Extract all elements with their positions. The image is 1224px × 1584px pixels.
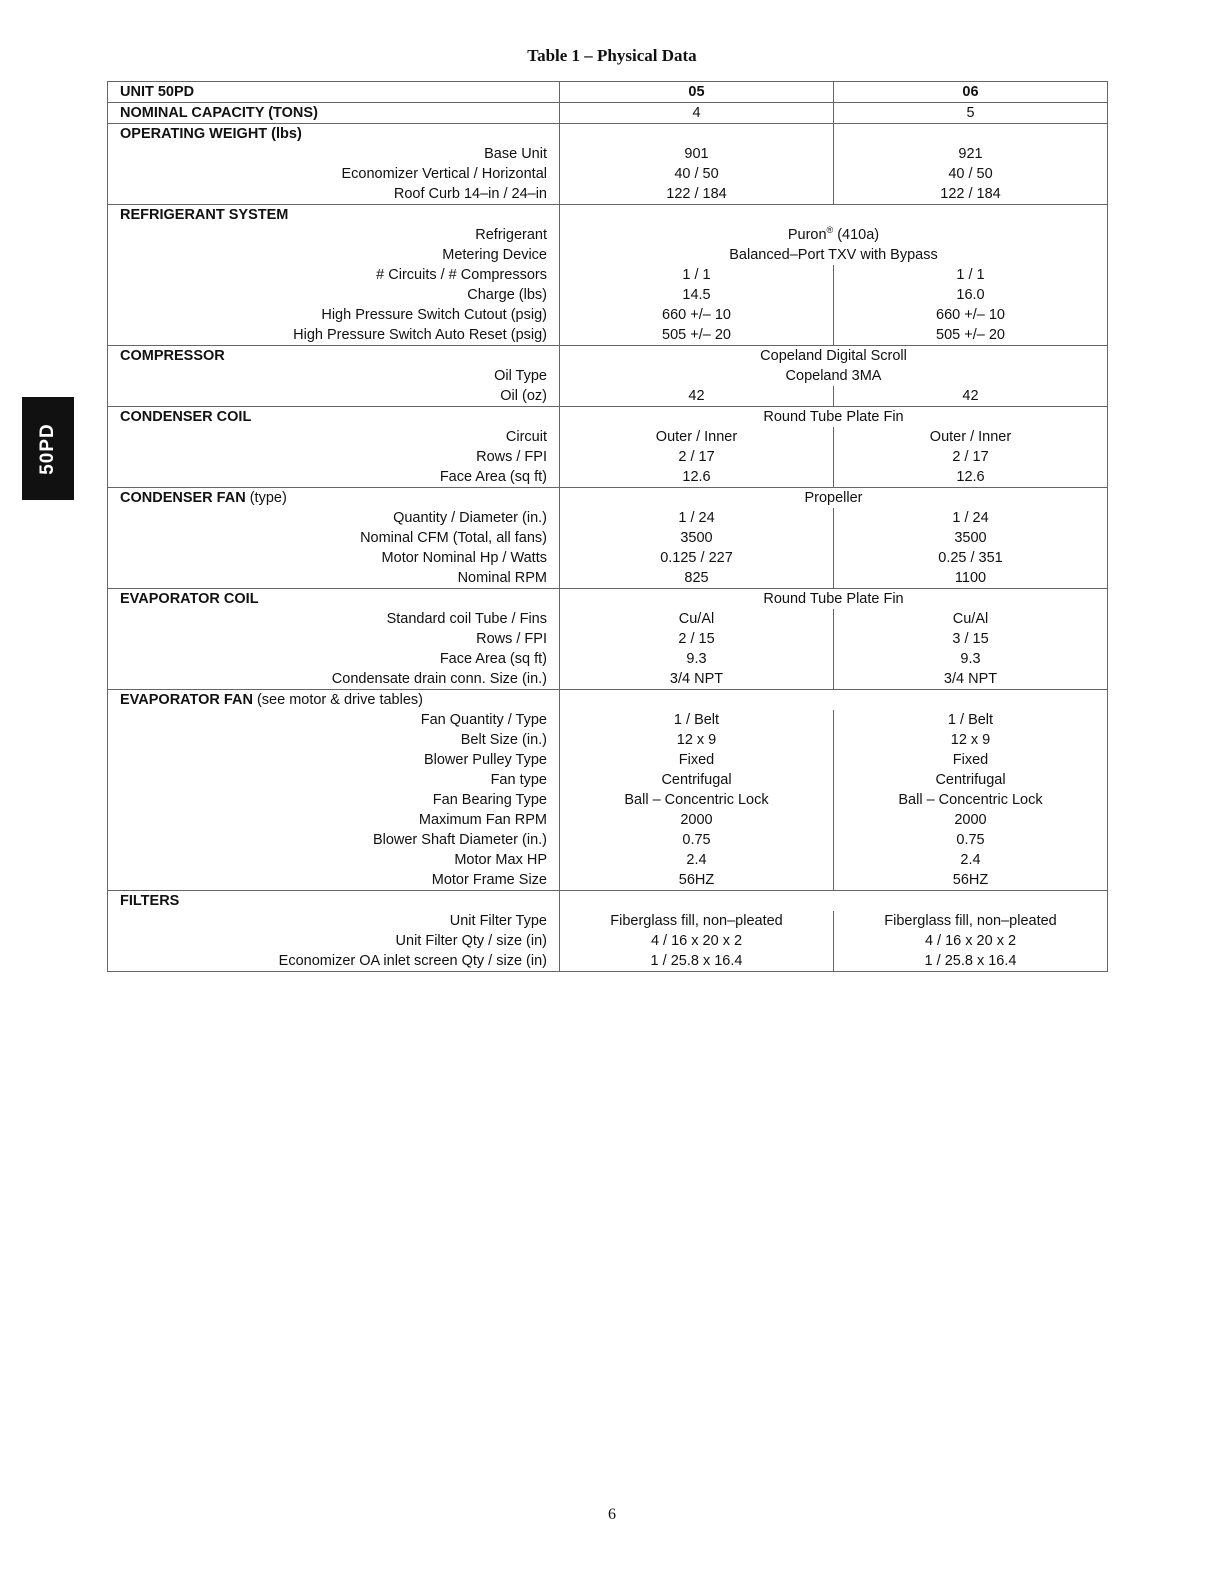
table-row <box>108 810 1108 830</box>
registered-mark: ® <box>826 225 834 236</box>
row-label: Unit Filter Qty / size (in) <box>108 931 560 951</box>
refrigerant-value: Puron® (410a) <box>560 225 1108 245</box>
row-value: 1 / 25.8 x 16.4 <box>834 951 1108 972</box>
table-row <box>108 508 1108 528</box>
page-number: 6 <box>608 1506 616 1523</box>
row-value: 1 / 24 <box>560 508 834 528</box>
row-label: Face Area (sq ft) <box>108 649 560 669</box>
table-row <box>108 710 1108 730</box>
row-label: Economizer Vertical / Horizontal <box>108 164 560 184</box>
table-row <box>108 164 1108 184</box>
row-label: Fan Bearing Type <box>108 790 560 810</box>
row-value: 3500 <box>560 528 834 548</box>
row-label: Standard coil Tube / Fins <box>108 609 560 629</box>
row-value: 40 / 50 <box>560 164 834 184</box>
row-label: Refrigerant <box>108 225 560 245</box>
physical-data-table <box>107 81 1108 972</box>
row-value: Fixed <box>560 750 834 770</box>
row-value: 3 / 15 <box>834 629 1108 649</box>
side-tab-label: 50PD <box>37 422 58 475</box>
row-value: Centrifugal <box>834 770 1108 790</box>
row-value: 12.6 <box>834 467 1108 488</box>
section-heading-row <box>108 346 1108 367</box>
table-row <box>108 366 1108 386</box>
row-value: Centrifugal <box>560 770 834 790</box>
oil-type-value: Copeland 3MA <box>560 366 1108 386</box>
table-row <box>108 184 1108 205</box>
row-value: Cu/Al <box>834 609 1108 629</box>
table-row <box>108 951 1108 972</box>
row-label: High Pressure Switch Auto Reset (psig) <box>108 325 560 346</box>
evaporator-coil-value: Round Tube Plate Fin <box>560 589 1108 610</box>
row-label: Fan type <box>108 770 560 790</box>
row-label: Charge (lbs) <box>108 285 560 305</box>
row-label: Condensate drain conn. Size (in.) <box>108 669 560 690</box>
table-title: Table 1 – Physical Data <box>527 46 697 65</box>
row-label: Base Unit <box>108 144 560 164</box>
row-value: 2.4 <box>560 850 834 870</box>
row-value: Ball – Concentric Lock <box>834 790 1108 810</box>
row-value: 1 / 1 <box>560 265 834 285</box>
row-label: Belt Size (in.) <box>108 730 560 750</box>
row-value: 12 x 9 <box>834 730 1108 750</box>
table-row <box>108 911 1108 931</box>
metering-value: Balanced–Port TXV with Bypass <box>560 245 1108 265</box>
row-value: Fiberglass fill, non–pleated <box>560 911 834 931</box>
row-label: Face Area (sq ft) <box>108 467 560 488</box>
row-value: 2 / 17 <box>560 447 834 467</box>
table-header-row <box>108 82 1108 103</box>
row-label: High Pressure Switch Cutout (psig) <box>108 305 560 325</box>
row-label: Metering Device <box>108 245 560 265</box>
table-row <box>108 790 1108 810</box>
table-row <box>108 265 1108 285</box>
row-value: Ball – Concentric Lock <box>560 790 834 810</box>
row-value: 1100 <box>834 568 1108 589</box>
table-row <box>108 669 1108 690</box>
table-row <box>108 770 1108 790</box>
row-value: 0.25 / 351 <box>834 548 1108 568</box>
table-row <box>108 386 1108 407</box>
header-col-06: 06 <box>834 82 1108 103</box>
row-label: Nominal RPM <box>108 568 560 589</box>
row-value: 505 +/– 20 <box>560 325 834 346</box>
condenser-fan-value: Propeller <box>560 488 1108 509</box>
side-tab <box>22 397 74 500</box>
row-value: 660 +/– 10 <box>834 305 1108 325</box>
table-row <box>108 830 1108 850</box>
table-row <box>108 285 1108 305</box>
section-heading-row <box>108 891 1108 912</box>
row-label: Motor Max HP <box>108 850 560 870</box>
table-row <box>108 568 1108 589</box>
refrigerant-heading: REFRIGERANT SYSTEM <box>108 205 560 226</box>
table-row <box>108 427 1108 447</box>
table-row <box>108 931 1108 951</box>
row-label: Fan Quantity / Type <box>108 710 560 730</box>
row-value: 921 <box>834 144 1108 164</box>
table-row <box>108 609 1108 629</box>
row-label: Blower Pulley Type <box>108 750 560 770</box>
row-value: 14.5 <box>560 285 834 305</box>
row-value: 2 / 15 <box>560 629 834 649</box>
row-value: 40 / 50 <box>834 164 1108 184</box>
row-value: Fixed <box>834 750 1108 770</box>
row-label: Roof Curb 14–in / 24–in <box>108 184 560 205</box>
row-label: Nominal CFM (Total, all fans) <box>108 528 560 548</box>
row-value: 825 <box>560 568 834 589</box>
filters-heading: FILTERS <box>108 891 560 912</box>
row-value: 4 / 16 x 20 x 2 <box>834 931 1108 951</box>
row-label: Oil (oz) <box>108 386 560 407</box>
row-value: Cu/Al <box>560 609 834 629</box>
condenser-fan-heading: CONDENSER FAN (type) <box>108 488 560 509</box>
condenser-coil-value: Round Tube Plate Fin <box>560 407 1108 428</box>
evaporator-coil-heading: EVAPORATOR COIL <box>108 589 560 610</box>
row-value: 122 / 184 <box>560 184 834 205</box>
row-value: 901 <box>560 144 834 164</box>
table-row <box>108 730 1108 750</box>
row-value: 3/4 NPT <box>560 669 834 690</box>
row-value: 4 / 16 x 20 x 2 <box>560 931 834 951</box>
compressor-heading: COMPRESSOR <box>108 346 560 367</box>
header-col-05: 05 <box>560 82 834 103</box>
capacity-label: NOMINAL CAPACITY (TONS) <box>108 103 560 124</box>
row-value: 0.125 / 227 <box>560 548 834 568</box>
row-value: 1 / 25.8 x 16.4 <box>560 951 834 972</box>
condenser-coil-heading: CONDENSER COIL <box>108 407 560 428</box>
row-label: # Circuits / # Compressors <box>108 265 560 285</box>
row-label: Maximum Fan RPM <box>108 810 560 830</box>
capacity-col1: 4 <box>560 103 834 124</box>
row-value: 1 / Belt <box>834 710 1108 730</box>
table-row <box>108 750 1108 770</box>
row-label: Unit Filter Type <box>108 911 560 931</box>
row-label: Oil Type <box>108 366 560 386</box>
evaporator-fan-heading: EVAPORATOR FAN (see motor & drive tables) <box>108 690 560 711</box>
table-row <box>108 467 1108 488</box>
row-label: Rows / FPI <box>108 447 560 467</box>
table-row <box>108 225 1108 245</box>
row-value: 505 +/– 20 <box>834 325 1108 346</box>
row-label: Rows / FPI <box>108 629 560 649</box>
row-value: 42 <box>560 386 834 407</box>
compressor-value: Copeland Digital Scroll <box>560 346 1108 367</box>
table-row <box>108 447 1108 467</box>
row-value: 1 / 24 <box>834 508 1108 528</box>
row-value: 42 <box>834 386 1108 407</box>
table-row <box>108 144 1108 164</box>
row-label: Economizer OA inlet screen Qty / size (in) <box>108 951 560 972</box>
section-heading-row <box>108 589 1108 610</box>
row-label: Motor Nominal Hp / Watts <box>108 548 560 568</box>
row-value: 9.3 <box>834 649 1108 669</box>
row-value: 122 / 184 <box>834 184 1108 205</box>
row-value: 2.4 <box>834 850 1108 870</box>
row-value: 16.0 <box>834 285 1108 305</box>
table-row <box>108 548 1108 568</box>
table-row <box>108 528 1108 548</box>
row-label: Quantity / Diameter (in.) <box>108 508 560 528</box>
row-value: 1 / Belt <box>560 710 834 730</box>
table-row <box>108 103 1108 124</box>
row-value: 3/4 NPT <box>834 669 1108 690</box>
row-value: 0.75 <box>560 830 834 850</box>
table-row <box>108 245 1108 265</box>
table-row <box>108 629 1108 649</box>
section-heading-row <box>108 407 1108 428</box>
row-value: Outer / Inner <box>834 427 1108 447</box>
row-value: 56HZ <box>560 870 834 891</box>
table-row <box>108 870 1108 891</box>
row-value: 2000 <box>834 810 1108 830</box>
table-row <box>108 850 1108 870</box>
row-value: 12 x 9 <box>560 730 834 750</box>
section-heading-row <box>108 124 1108 145</box>
row-value: Fiberglass fill, non–pleated <box>834 911 1108 931</box>
row-value: 660 +/– 10 <box>560 305 834 325</box>
row-value: 12.6 <box>560 467 834 488</box>
header-label: UNIT 50PD <box>108 82 560 103</box>
row-value: 56HZ <box>834 870 1108 891</box>
table-row <box>108 305 1108 325</box>
row-label: Blower Shaft Diameter (in.) <box>108 830 560 850</box>
section-heading-row <box>108 488 1108 509</box>
row-value: 9.3 <box>560 649 834 669</box>
table-row <box>108 649 1108 669</box>
table-row <box>108 325 1108 346</box>
row-value: 1 / 1 <box>834 265 1108 285</box>
row-label: Motor Frame Size <box>108 870 560 891</box>
row-label: Circuit <box>108 427 560 447</box>
row-value: 0.75 <box>834 830 1108 850</box>
operating-weight-heading: OPERATING WEIGHT (lbs) <box>108 124 560 145</box>
row-value: Outer / Inner <box>560 427 834 447</box>
section-heading-row <box>108 205 1108 226</box>
row-value: 2000 <box>560 810 834 830</box>
capacity-col2: 5 <box>834 103 1108 124</box>
row-value: 3500 <box>834 528 1108 548</box>
section-heading-row <box>108 690 1108 711</box>
row-value: 2 / 17 <box>834 447 1108 467</box>
